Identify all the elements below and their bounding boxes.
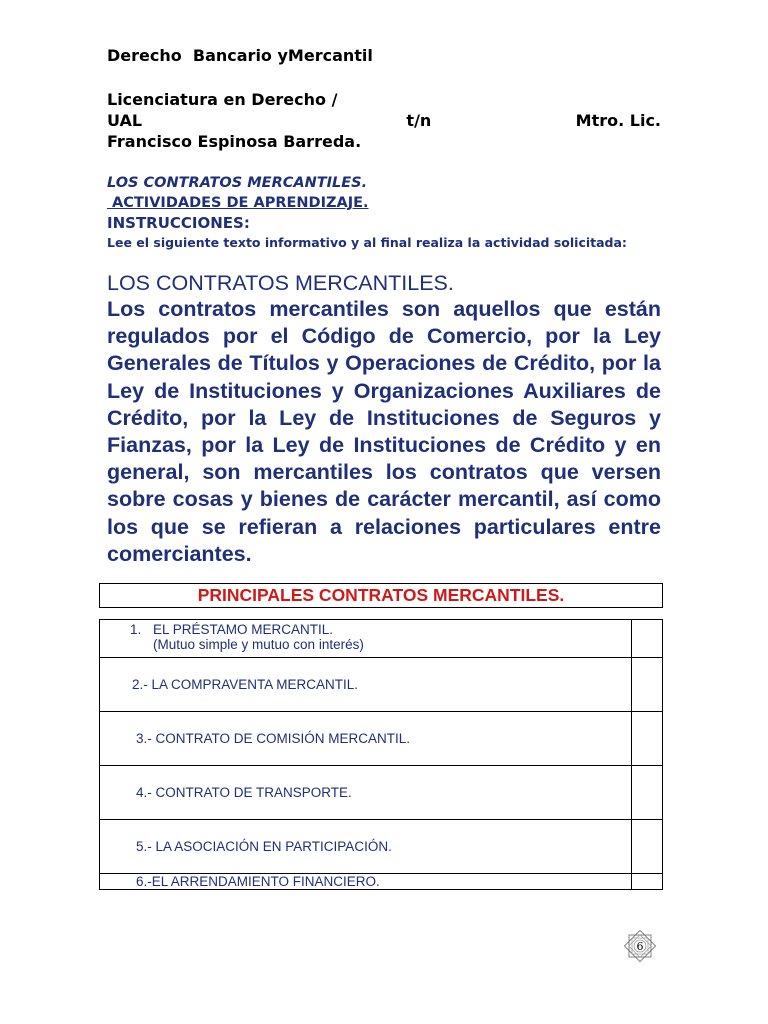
table-row bbox=[100, 820, 663, 874]
check-cell[interactable] bbox=[632, 620, 663, 658]
check-cell[interactable] bbox=[632, 874, 663, 890]
shift-label: t/n bbox=[406, 111, 432, 130]
check-cell[interactable] bbox=[632, 712, 663, 766]
contract-cell bbox=[100, 620, 632, 658]
program-line: Licenciatura en Derecho / bbox=[107, 90, 338, 109]
main-paragraph: Los contratos mercantiles son aquellos que están regulados por el Código de Comercio, por la Ley Generales de Títulos y Operaciones de Crédito, por la Ley de Instituciones y Organizaciones Auxiliares de Crédito, por la Ley de Instituciones de Seguros y Fianzas, por la Ley de Instituciones de Crédito y en general, son mercantiles los contratos que versen sobre cosas y bienes de carácter mercantil, así como los que se refieran a relaciones particulares entre comerciantes. bbox=[107, 297, 661, 566]
contract-label: 6.-EL ARRENDAMIENTO FINANCIERO. bbox=[100, 874, 632, 890]
contracts-table bbox=[99, 619, 663, 890]
contract-label: 3.- CONTRATO DE COMISIÓN MERCANTIL. bbox=[100, 712, 632, 766]
table-row bbox=[100, 766, 663, 820]
table-row bbox=[100, 658, 663, 712]
check-cell[interactable] bbox=[632, 766, 663, 820]
check-cell[interactable] bbox=[632, 658, 663, 712]
table-title: PRINCIPALES CONTRATOS MERCANTILES. bbox=[99, 583, 663, 608]
main-title: LOS CONTRATOS MERCANTILES. bbox=[107, 271, 454, 295]
program-row bbox=[107, 110, 661, 131]
section-heading: LOS CONTRATOS MERCANTILES. bbox=[107, 175, 368, 191]
table-row bbox=[100, 874, 663, 890]
program-info bbox=[107, 89, 661, 152]
contract-label: EL PRÉSTAMO MERCANTIL. bbox=[153, 622, 334, 637]
contract-label: 5.- LA ASOCIACIÓN EN PARTICIPACIÓN. bbox=[100, 820, 632, 874]
page-number: 6 bbox=[636, 939, 644, 953]
activities-heading: ACTIVIDADES DE APRENDIZAJE. bbox=[107, 195, 369, 211]
university-abbr: UAL bbox=[107, 111, 143, 130]
table-row bbox=[100, 712, 663, 766]
page-number-badge bbox=[620, 929, 660, 963]
course-title: Derecho Bancario yMercantil bbox=[107, 46, 373, 65]
professor-title: Mtro. Lic. bbox=[575, 111, 661, 130]
contract-number: 1. bbox=[130, 622, 142, 637]
instructions-heading: INSTRUCCIONES: bbox=[107, 214, 250, 232]
contract-label: 2.- LA COMPRAVENTA MERCANTIL. bbox=[100, 658, 632, 712]
contract-label: 4.- CONTRATO DE TRANSPORTE. bbox=[100, 766, 632, 820]
professor-name: Francisco Espinosa Barreda. bbox=[107, 132, 362, 151]
check-cell[interactable] bbox=[632, 820, 663, 874]
table-row bbox=[100, 620, 663, 658]
instructions-text: Lee el siguiente texto informativo y al final realiza la actividad solicitada: bbox=[107, 235, 627, 250]
contract-sublabel: (Mutuo simple y mutuo con interés) bbox=[153, 637, 364, 652]
